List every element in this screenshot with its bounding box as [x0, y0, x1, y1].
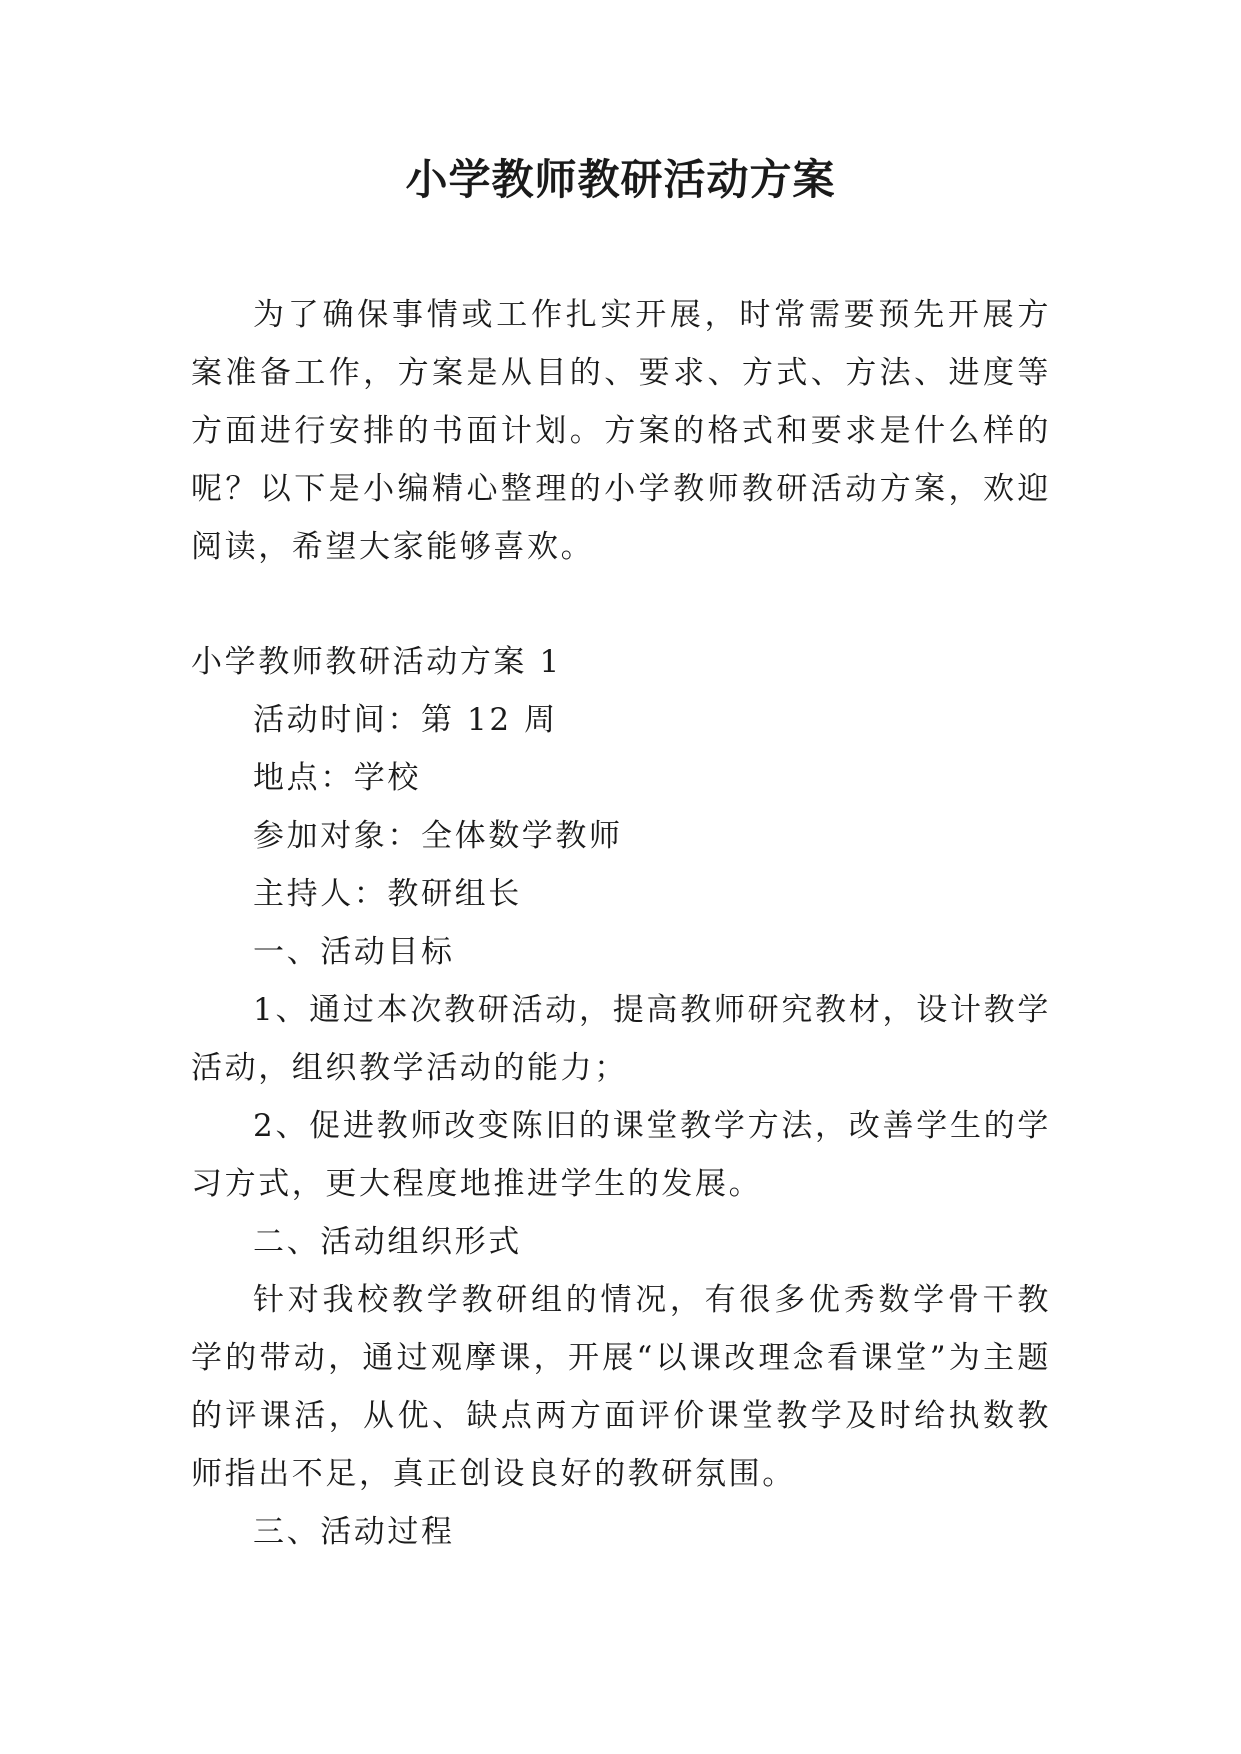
heading-organization-form: 二、活动组织形式 — [253, 1224, 522, 1260]
section-heading: 小学教师教研活动方案 1 — [191, 644, 562, 680]
activity-time: 活动时间：第 12 周 — [253, 702, 558, 738]
document-body — [191, 286, 1051, 1561]
document-title: 小学教师教研活动方案 — [405, 155, 836, 204]
goal-item-1: 1、通过本次教研活动，提高教师研究教材，设计教学活动，组织教学活动的能力； — [191, 992, 1051, 1086]
activity-host: 主持人：教研组长 — [253, 876, 522, 912]
paragraph-spacer — [191, 576, 1051, 633]
heading-activity-process: 三、活动过程 — [253, 1514, 455, 1550]
intro-paragraph: 为了确保事情或工作扎实开展，时常需要预先开展方案准备工作，方案是从目的、要求、方式、方法、进度等方面进行安排的书面计划。方案的格式和要求是什么样的呢？以下是小编精心整理的小学教师教研活动方案，欢迎阅读，希望大家能够喜欢。 — [191, 297, 1051, 565]
goal-item-2: 2、促进教师改变陈旧的课堂教学方法，改善学生的学习方式，更大程度地推进学生的发展。 — [191, 1108, 1051, 1202]
organization-paragraph: 针对我校教学教研组的情况，有很多优秀数学骨干教学的带动，通过观摩课，开展“以课改理念看课堂”为主题的评课活，从优、缺点两方面评价课堂教学及时给执数教师指出不足，真正创设良好的教研氛围。 — [191, 1282, 1051, 1492]
heading-activity-goals: 一、活动目标 — [253, 934, 455, 970]
activity-location: 地点：学校 — [253, 760, 421, 796]
activity-participants: 参加对象：全体数学教师 — [253, 818, 623, 854]
